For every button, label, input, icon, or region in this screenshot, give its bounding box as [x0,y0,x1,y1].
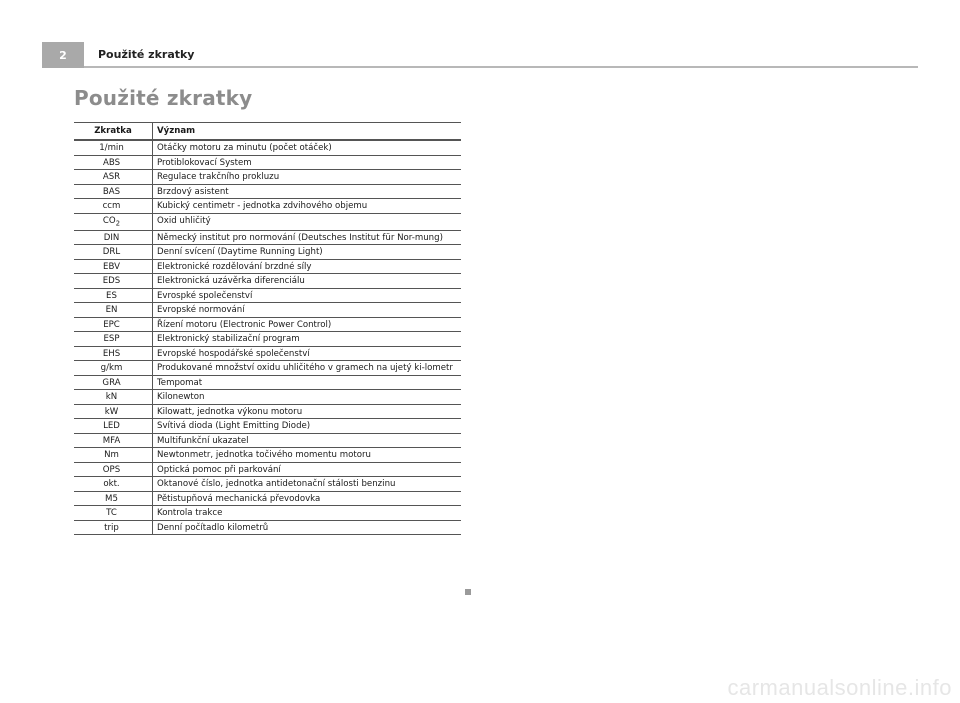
table-row [74,245,461,260]
abbreviation-cell [74,433,153,448]
abbreviation-cell [74,390,153,405]
table-row [74,462,461,477]
table-row [74,332,461,347]
abbreviation-text: okt. [103,479,120,490]
abbreviation-text: EBV [103,261,120,272]
abbreviation-text: EHS [102,348,121,359]
abbreviation-text: 1/min [99,143,124,153]
meaning-cell: Oktanové číslo, jednotka antidetonační stálosti benzinu [153,477,462,492]
table-row [74,375,461,390]
watermark: carmanualsonline.info [727,675,952,700]
abbreviation-text: Nm [104,450,119,461]
meaning-cell: Otáčky motoru za minutu (počet otáček) [153,140,462,155]
meaning-cell: Multifunkční ukazatel [153,433,462,448]
abbreviation-text: trip [104,522,119,533]
table-row [74,448,461,463]
running-header [42,42,918,68]
abbreviation-cell [74,170,153,185]
header-rule [84,66,918,68]
abbreviation-text: g/km [100,363,123,374]
abbreviation-cell [74,317,153,332]
meaning-cell: Oxid uhličitý [153,213,462,230]
meaning-cell: Svítivá dioda (Light Emitting Diode) [153,419,462,434]
abbreviation-cell [74,288,153,303]
abbreviation-cell [74,361,153,376]
table-row [74,477,461,492]
abbreviation-text: M5 [105,493,118,504]
abbreviation-cell [74,155,153,170]
meaning-cell: Evropské hospodářské společenství [153,346,462,361]
abbreviation-text: GRA [102,377,121,388]
abbreviation-cell [74,419,153,434]
abbreviations-table [74,122,461,535]
table-row [74,361,461,376]
abbreviation-text: EDS [102,276,121,287]
meaning-cell: Pětistupňová mechanická převodovka [153,491,462,506]
abbreviation-cell [74,245,153,260]
meaning-cell: Elektronická uzávěrka diferenciálu [153,274,462,289]
meaning-cell: Protiblokovací System [153,155,462,170]
page-number: 2 [42,42,84,68]
table-row [74,184,461,199]
table-body [74,140,461,535]
table-row [74,419,461,434]
abbreviation-text: kN [105,392,118,403]
abbreviation-text: EN [105,305,118,316]
abbreviation-cell [74,346,153,361]
table-row [74,274,461,289]
abbreviation-cell [74,303,153,318]
abbreviation-cell [74,332,153,347]
table-row [74,346,461,361]
abbreviation-cell [74,462,153,477]
meaning-cell: Řízení motoru (Electronic Power Control) [153,317,462,332]
abbreviation-cell [74,140,153,155]
meaning-cell: Kilowatt, jednotka výkonu motoru [153,404,462,419]
table-row [74,433,461,448]
table-row [74,199,461,214]
table-row [74,140,461,155]
meaning-cell: Brzdový asistent [153,184,462,199]
abbreviation-text: EPC [103,319,120,330]
abbreviation-text: TC [106,508,117,519]
abbreviation-cell [74,375,153,390]
abbreviation-cell [74,448,153,463]
table-row [74,520,461,535]
abbreviation-cell [74,477,153,492]
abbreviation-cell [74,213,153,230]
abbreviation-cell [74,506,153,521]
abbreviation-cell [74,520,153,535]
abbreviation-text: ABS [102,157,121,168]
meaning-cell: Německý institut pro normování (Deutsches Institut für Nor-mung) [153,230,462,245]
abbreviation-text: BAS [102,186,121,197]
table-row [74,230,461,245]
section-end-marker [465,589,471,595]
abbreviation-text: ASR [102,172,121,182]
meaning-cell: Elektronické rozdělování brzdné síly [153,259,462,274]
meaning-cell: Kontrola trakce [153,506,462,521]
table-row [74,259,461,274]
abbreviation-text: MFA [102,435,121,446]
meaning-cell: Optická pomoc při parkování [153,462,462,477]
meaning-cell: Evropské normování [153,303,462,318]
abbreviation-cell [74,404,153,419]
abbreviation-text: OPS [102,464,121,475]
abbreviation-text: ESP [103,334,120,345]
abbreviation-text: ccm [102,201,121,211]
page-title: Použité zkratky [74,86,253,110]
meaning-cell: Produkované množství oxidu uhličitého v gramech na ujetý ki-lometr [153,361,462,376]
table-row [74,303,461,318]
abbreviation-cell [74,491,153,506]
column-header-abbreviation: Zkratka [74,123,153,141]
abbreviation-subscript: 2 [115,219,121,228]
meaning-cell: Kilonewton [153,390,462,405]
meaning-cell: Newtonmetr, jednotka točivého momentu motoru [153,448,462,463]
abbreviation-cell [74,230,153,245]
abbreviation-text: DRL [102,247,121,258]
abbreviation-text: kW [104,406,119,417]
table-row [74,404,461,419]
table-row [74,155,461,170]
abbreviation-cell [74,199,153,214]
meaning-cell: Evrospké společenství [153,288,462,303]
column-header-meaning: Význam [153,123,462,141]
table-row [74,390,461,405]
abbreviation-cell [74,184,153,199]
abbreviation-text: LED [103,421,120,432]
abbreviation-text: CO [102,215,116,226]
abbreviation-cell [74,259,153,274]
table-row [74,170,461,185]
table-row [74,491,461,506]
table-row [74,506,461,521]
meaning-cell: Denní počítadlo kilometrů [153,520,462,535]
meaning-cell: Tempomat [153,375,462,390]
abbreviation-text: DIN [103,232,120,243]
abbreviation-text: ES [106,290,117,301]
table-header-row [74,123,461,141]
running-header-title: Použité zkratky [98,48,195,61]
table-row [74,288,461,303]
meaning-cell: Kubický centimetr - jednotka zdvihového objemu [153,199,462,214]
abbreviation-cell [74,274,153,289]
meaning-cell: Elektronický stabilizační program [153,332,462,347]
meaning-cell: Denní svícení (Daytime Running Light) [153,245,462,260]
table-row [74,213,461,230]
meaning-cell: Regulace trakčního prokluzu [153,170,462,185]
table-row [74,317,461,332]
